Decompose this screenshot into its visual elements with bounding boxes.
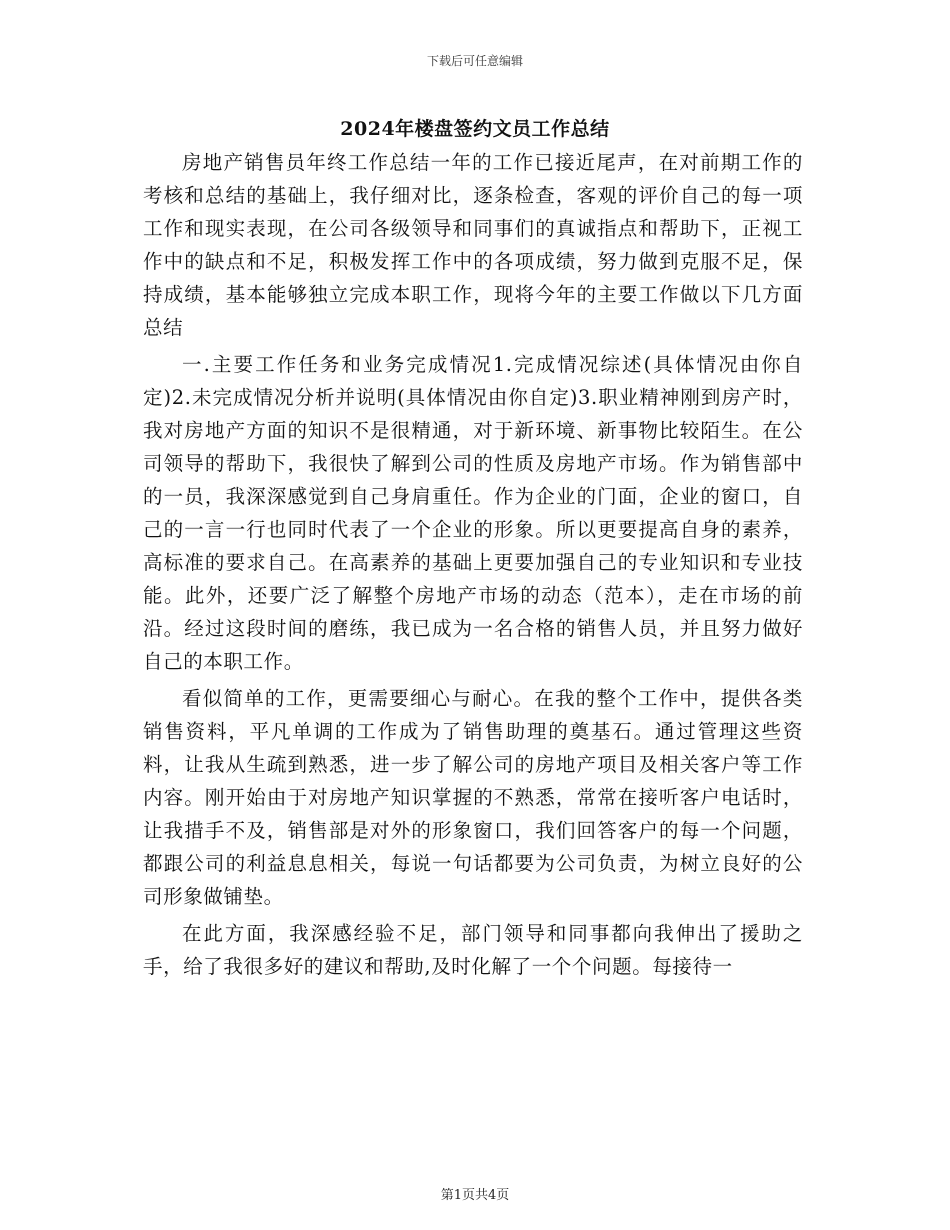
paragraph-detail-work: 看似简单的工作，更需要细心与耐心。在我的整个工作中，提供各类销售资料，平凡单调的工作成为了销售助理的奠基石。通过管理这些资料，让我从生疏到熟悉，进一步了解公司的房地产项目及相关客户等工作内容。刚开始由于对房地产知识掌握的不熟悉，常常在接听客户电话时，让我措手不及，销售部是对外的形象窗口，我们回答客户的每一个问题，都跟公司的利益息息相关，每说一句话都要为公司负责，为树立良好的公司形象做铺垫。: [143, 687, 803, 908]
paragraph-main-tasks: 一.主要工作任务和业务完成情况1.完成情况综述(具体情况由你自定)2.未完成情况分析并说明(具体情况由你自定)3.职业精神刚到房产时，我对房地产方面的知识不是很精通，对于新环境、新事物比较陌生。在公司领导的帮助下，我很快了解到公司的性质及房地产市场。作为销售部中的一员，我深深感觉到自己身肩重任。作为企业的门面，企业的窗口，自己的一言一行也同时代表了一个企业的形象。所以更要提高自身的素养，高标准的要求自己。在高素养的基础上更要加强自己的专业知识和专业技能。此外，还要广泛了解整个房地产市场的动态（范本），走在市场的前沿。经过这段时间的磨练，我已成为一名合格的销售人员，并且努力做好自己的本职工作。: [143, 353, 803, 673]
page-header-note: 下载后可任意编辑: [426, 54, 523, 68]
page-number: 第1页共4页: [440, 1188, 510, 1203]
document-title: 2024年楼盘签约文员工作总结: [340, 118, 610, 140]
document-body: [143, 146, 803, 987]
paragraph-intro: 房地产销售员年终工作总结一年的工作已接近尾声，在对前期工作的考核和总结的基础上，我仔细对比，逐条检查，客观的评价自己的每一项工作和现实表现，在公司各级领导和同事们的真诚指点和帮助下，正视工作中的缺点和不足，积极发挥工作中的各项成绩，努力做到克服不足，保持成绩，基本能够独立完成本职工作，现将今年的主要工作做以下几方面总结: [143, 151, 803, 339]
paragraph-experience: 在此方面，我深感经验不足，部门领导和同事都向我伸出了援助之手，给了我很多好的建议和帮助,及时化解了一个个问题。每接待一: [143, 922, 803, 978]
